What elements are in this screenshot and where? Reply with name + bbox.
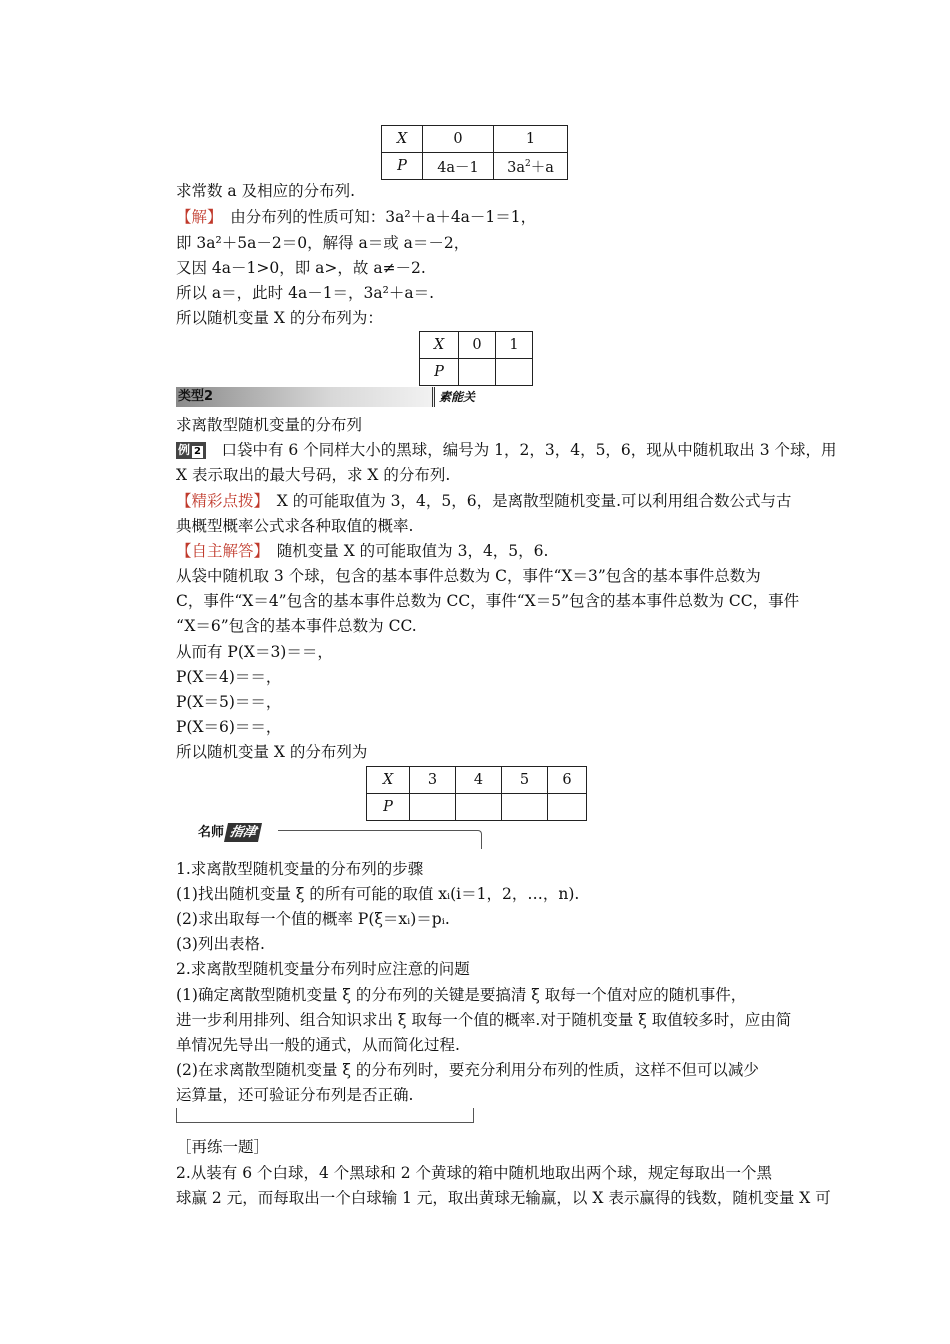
distribution-table-1 xyxy=(381,125,568,180)
text-line: 典概型概率公式求各种取值的概率. xyxy=(176,517,414,535)
solve-line xyxy=(176,540,548,562)
text-line: (2)在求离散型随机变量 ξ 的分布列时，要充分利用分布列的性质，这样不但可以减少 xyxy=(176,1061,759,1079)
text-line: 进一步利用排列、组合知识求出 ξ 取每一个值的概率.对于随机变量 ξ 取值较多时，应由简 xyxy=(176,1011,792,1029)
table-cell: X xyxy=(367,767,410,794)
text-line: P(X＝5)＝＝， xyxy=(176,693,282,711)
table-cell: 4a－1 xyxy=(423,153,494,180)
table-cell xyxy=(494,153,568,180)
example-number: 2 xyxy=(191,445,204,459)
table-cell xyxy=(496,359,533,386)
table-cell: X xyxy=(382,126,423,153)
example-line xyxy=(176,439,837,461)
hint-tag: 【精彩点拨】 xyxy=(176,492,262,510)
tip-frame-top xyxy=(278,830,482,849)
text-line: 求常数 a 及相应的分布列. xyxy=(176,182,356,200)
hint-line xyxy=(176,490,792,512)
text-line: 所以随机变量 X 的分布列为： xyxy=(176,309,383,327)
table-cell: 0 xyxy=(423,126,494,153)
table-row xyxy=(367,794,587,821)
expr-part: 3a xyxy=(507,159,525,176)
table-row xyxy=(382,153,568,180)
table-cell: P xyxy=(382,153,423,180)
hint-text: X 的可能取值为 3，4，5，6，是离散型随机变量.可以利用组合数公式与古 xyxy=(261,492,792,510)
section-title: 求离散型随机变量的分布列 xyxy=(176,416,363,434)
text-line: 从而有 P(X＝3)＝＝， xyxy=(176,643,333,661)
solve-text: 随机变量 X 的可能取值为 3，4，5，6. xyxy=(261,542,549,560)
exponent: 2 xyxy=(524,158,531,169)
tip-label-b: 指津 xyxy=(224,823,262,842)
example-badge-label: 例 xyxy=(178,443,191,457)
table-cell: 3 xyxy=(410,767,456,794)
table-cell: 0 xyxy=(459,332,496,359)
text-line: “X＝6”包含的基本事件总数为 CC. xyxy=(176,617,417,635)
text-line: 1.求离散型随机变量的分布列的步骤 xyxy=(176,860,424,878)
table-cell xyxy=(456,794,502,821)
table-row xyxy=(382,126,568,153)
text-line: C，事件“X＝4”包含的基本事件总数为 CC，事件“X＝5”包含的基本事件总数为 CC，事件 xyxy=(176,592,800,610)
text-line: (1)找出随机变量 ξ 的所有可能的取值 xᵢ(i＝1，2，…，n). xyxy=(176,885,580,903)
table-cell xyxy=(459,359,496,386)
expr-part: ＋a xyxy=(530,159,554,176)
text-line: 球赢 2 元，而每取出一个白球输 1 元，取出黄球无输赢，以 X 表示赢得的钱数，随机变量 X 可 xyxy=(176,1189,831,1207)
table-cell: P xyxy=(367,794,410,821)
banner-label: 素能关 xyxy=(432,387,483,407)
text-line: 2.求离散型随机变量分布列时应注意的问题 xyxy=(176,960,470,978)
text-line: (3)列出表格. xyxy=(176,935,265,953)
banner-tag: 类型2 xyxy=(178,389,214,404)
solution-text: 由分布列的性质可知：3a²＋a＋4a－1＝1， xyxy=(214,208,537,226)
text-line: 从袋中随机取 3 个球，包含的基本事件总数为 C，事件“X＝3”包含的基本事件总数为 xyxy=(176,567,761,585)
table-cell: 1 xyxy=(494,126,568,153)
solve-tag: 【自主解答】 xyxy=(176,542,262,560)
table-cell: 6 xyxy=(548,767,587,794)
text-line: 所以随机变量 X 的分布列为 xyxy=(176,743,368,761)
table-cell xyxy=(502,794,548,821)
text-line: 运算量，还可验证分布列是否正确. xyxy=(176,1086,414,1104)
section-banner xyxy=(176,387,476,407)
table-row xyxy=(420,359,533,386)
table-row xyxy=(367,767,587,794)
banner-bar xyxy=(176,387,434,407)
table-cell: 4 xyxy=(456,767,502,794)
table-cell xyxy=(548,794,587,821)
example-text: 口袋中有 6 个同样大小的黑球，编号为 1，2，3，4，5，6，现从中随机取出 3 个球，用 xyxy=(205,441,837,459)
text-line: 单情况先导出一般的通式，从而简化过程. xyxy=(176,1036,460,1054)
table-cell: 1 xyxy=(496,332,533,359)
text-line: 又因 4a－1>0，即 a>，故 a≠－2. xyxy=(176,259,426,277)
example-badge xyxy=(176,442,206,459)
text-line xyxy=(176,206,536,228)
practice-tag: ［再练一题］ xyxy=(176,1138,270,1156)
tip-frame-bottom xyxy=(176,1108,474,1123)
text-line: (2)求出取每一个值的概率 P(ξ＝xᵢ)＝pᵢ. xyxy=(176,910,450,928)
text-line: P(X＝4)＝＝， xyxy=(176,668,282,686)
text-line: 2.从装有 6 个白球，4 个黑球和 2 个黄球的箱中随机地取出两个球，规定每取出一个黑 xyxy=(176,1164,773,1182)
table-cell: P xyxy=(420,359,459,386)
text-line: P(X＝6)＝＝， xyxy=(176,718,282,736)
tip-label-a: 名师 xyxy=(198,825,225,840)
text-line: 即 3a²＋5a－2＝0，解得 a＝或 a＝－2， xyxy=(176,234,470,252)
distribution-table-3 xyxy=(366,766,587,821)
table-cell: 5 xyxy=(502,767,548,794)
solution-tag: 【解】 xyxy=(176,208,215,226)
table-cell xyxy=(410,794,456,821)
table-row xyxy=(420,332,533,359)
text-line: (1)确定离散型随机变量 ξ 的分布列的关键是要搞清 ξ 取每一个值对应的随机事件， xyxy=(176,986,747,1004)
tip-label xyxy=(196,823,260,842)
text-line: 所以 a＝，此时 4a－1＝，3a²＋a＝. xyxy=(176,284,435,302)
text-line: X 表示取出的最大号码，求 X 的分布列. xyxy=(176,466,451,484)
table-cell: X xyxy=(420,332,459,359)
distribution-table-2 xyxy=(419,331,533,386)
